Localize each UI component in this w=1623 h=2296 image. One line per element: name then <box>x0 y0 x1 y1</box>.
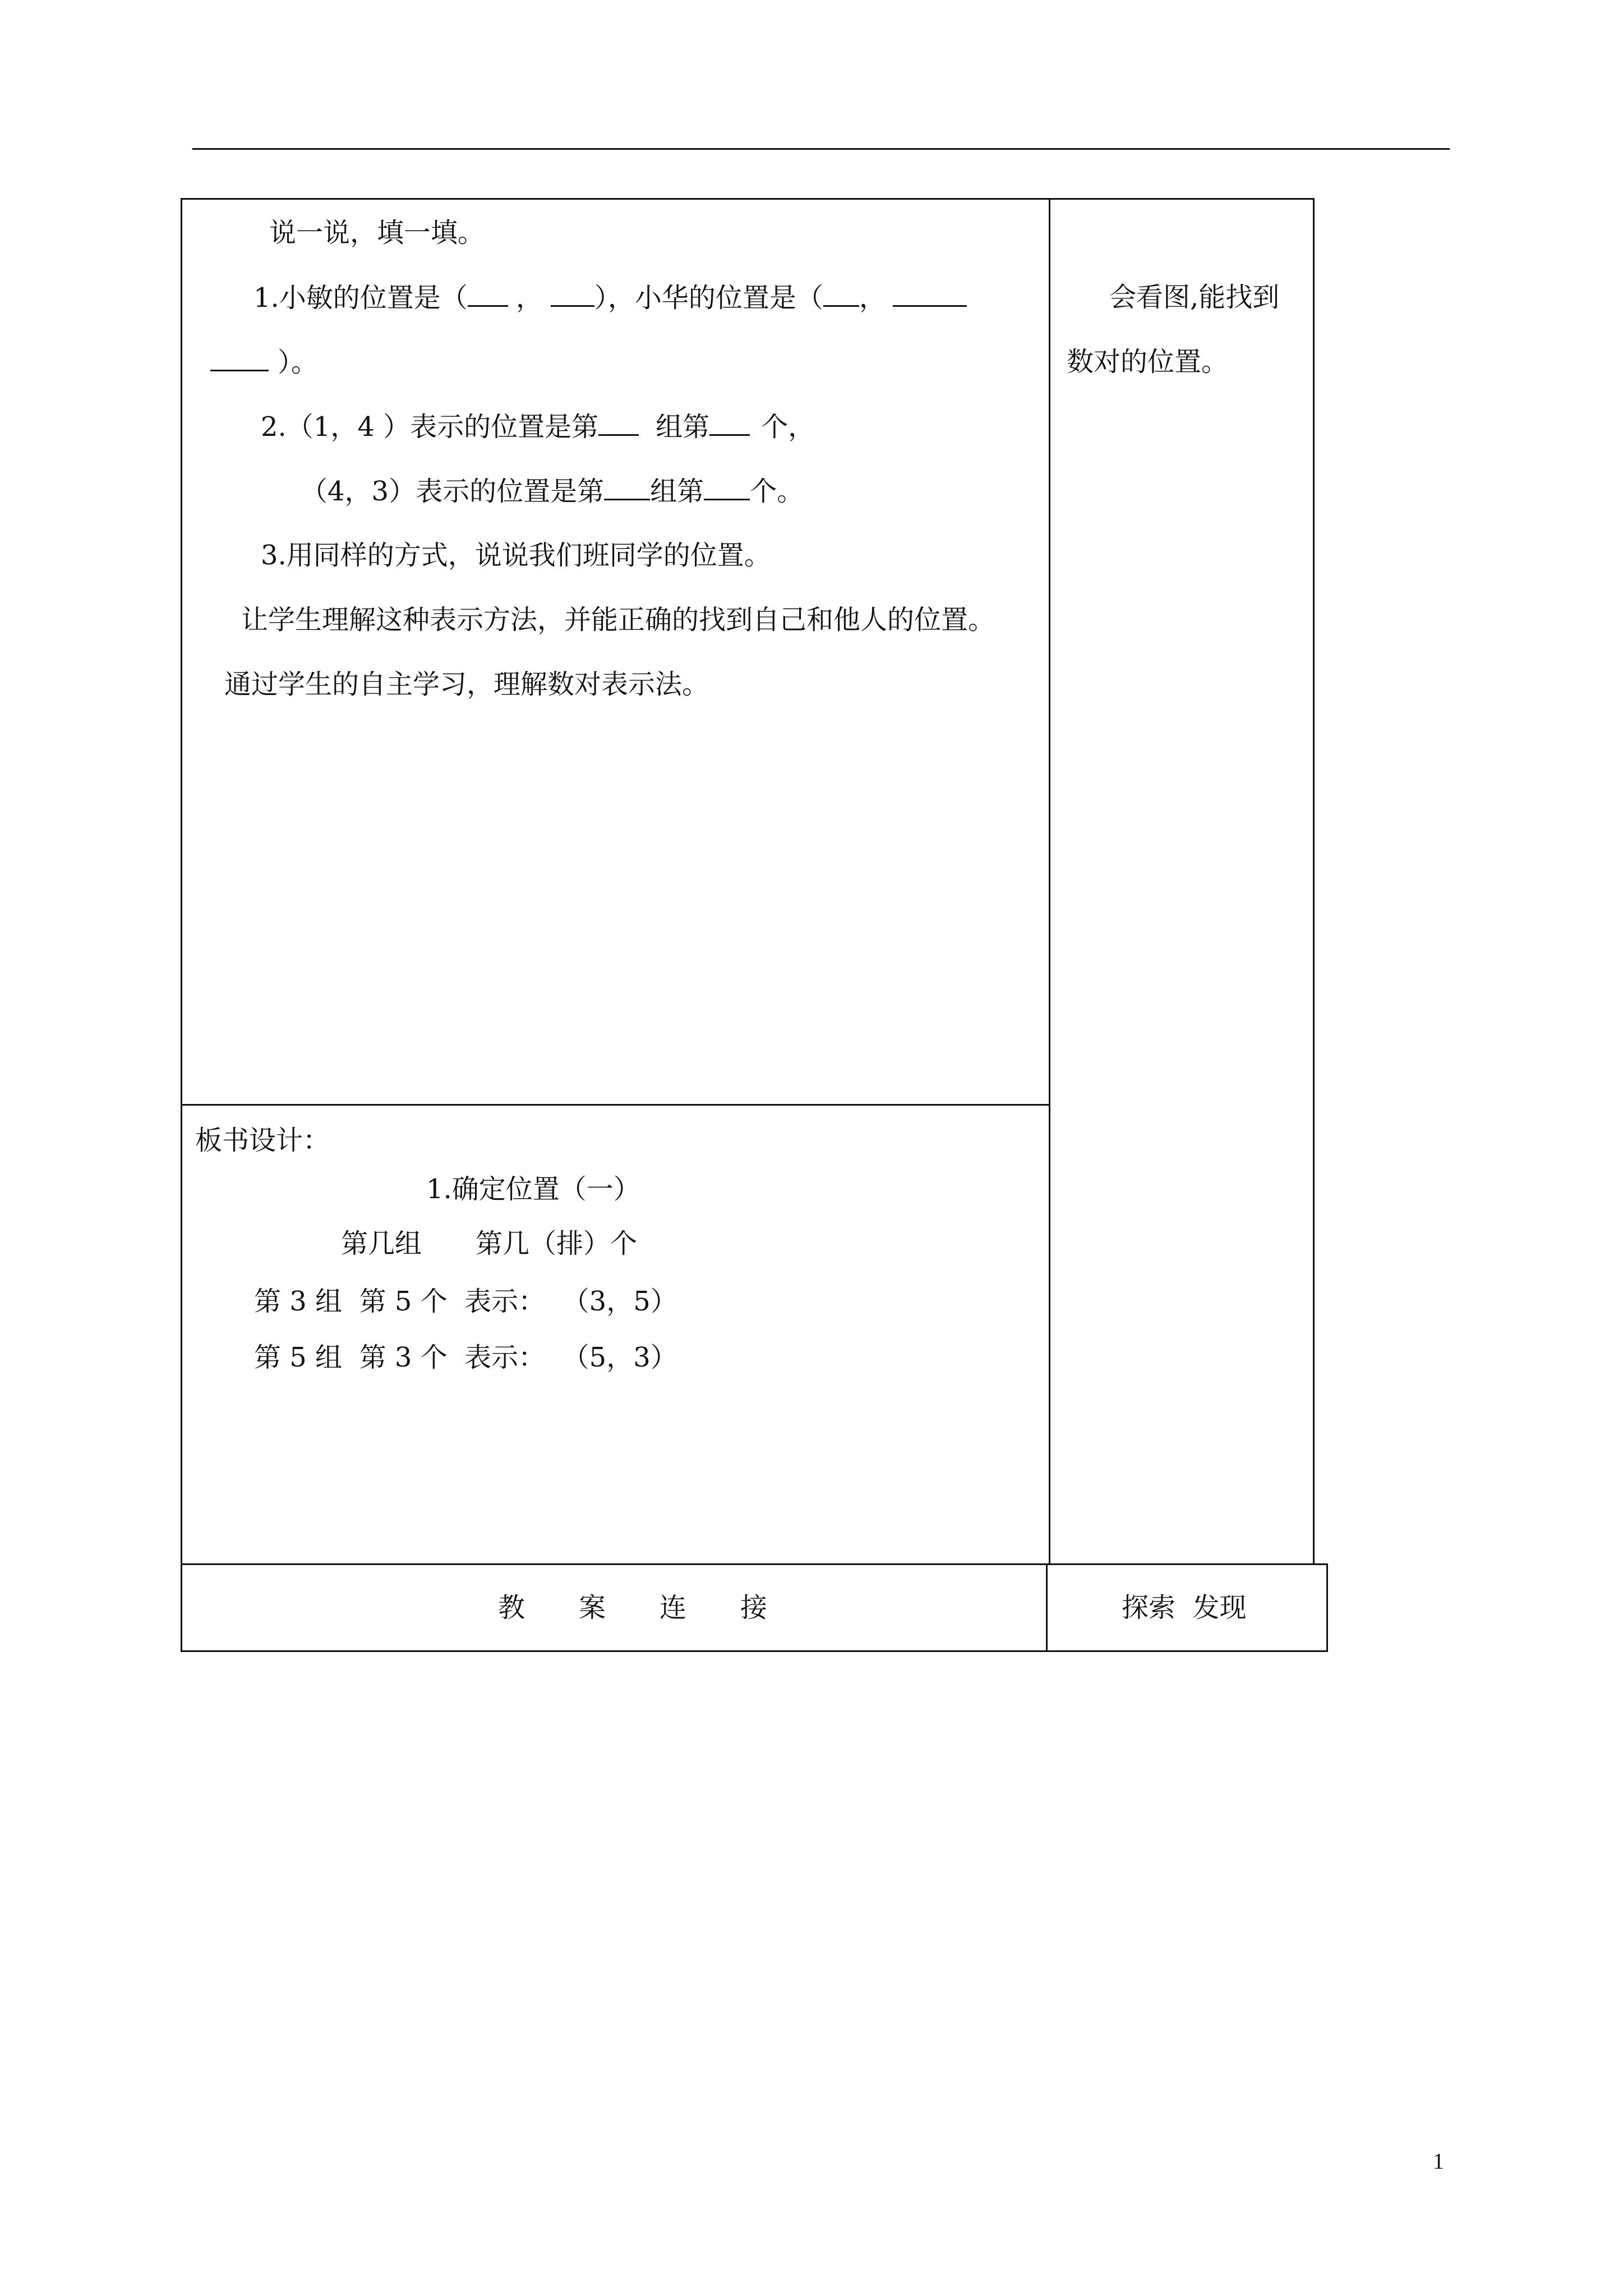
question-2-prefix: 2.（1，4 ）表示的位置是第 <box>261 411 599 443</box>
intro-text: 说一说，填一填。 <box>269 217 485 249</box>
question-1-comma: ， <box>515 282 543 314</box>
question-3: 3.用同样的方式，说说我们班同学的位置。 <box>261 540 771 571</box>
answer-blank[interactable] <box>551 280 594 307</box>
question-2b <box>301 474 804 508</box>
side-note-line-2: 数对的位置。 <box>1067 346 1229 378</box>
answer-blank[interactable] <box>704 474 750 500</box>
answer-blank[interactable] <box>823 280 859 307</box>
header-rule <box>192 148 1450 150</box>
footer-left-label: 教 案 连 接 <box>498 1592 768 1623</box>
board-header: 第几组 第几（排）个 <box>341 1228 638 1259</box>
table-left-border <box>181 198 182 1651</box>
question-1-continued <box>210 345 318 379</box>
teaching-note-2: 通过学生的自主学习，理解数对表示法。 <box>224 669 709 700</box>
question-1-prefix: 1.小敏的位置是（ <box>253 282 468 314</box>
teaching-note-1: 让学生理解这种表示方法，并能正确的找到自己和他人的位置。 <box>241 604 995 636</box>
question-1-middle: ），小华的位置是（ <box>594 282 823 314</box>
table-middle-divider <box>1049 198 1050 1565</box>
question-2b-prefix: （4，3）表示的位置是第 <box>301 476 605 507</box>
board-row-2: 第 5 组 第 3 个 表示： （5，3） <box>254 1342 677 1373</box>
answer-blank[interactable] <box>709 409 750 436</box>
question-2-middle: 组第 <box>656 411 710 443</box>
answer-blank[interactable] <box>468 280 508 307</box>
side-note-line-1: 会看图,能找到 <box>1109 282 1280 313</box>
table-top-border <box>181 198 1315 200</box>
answer-blank[interactable] <box>210 345 269 371</box>
question-1-end: ）。 <box>278 347 319 378</box>
board-row-1: 第 3 组 第 5 个 表示： （3，5） <box>254 1286 677 1317</box>
answer-blank[interactable] <box>893 280 967 307</box>
answer-blank[interactable] <box>604 474 650 500</box>
question-2b-end: 个。 <box>750 476 804 507</box>
footer-right-label: 探索 发现 <box>1122 1592 1247 1623</box>
board-section-divider <box>181 1104 1050 1106</box>
footer-divider <box>1046 1563 1048 1652</box>
question-1 <box>253 280 967 315</box>
board-label: 板书设计： <box>195 1125 330 1156</box>
board-title: 1.确定位置（一） <box>426 1174 640 1205</box>
page-number: 1 <box>1433 2148 1444 2174</box>
question-2b-middle: 组第 <box>650 476 704 507</box>
question-2-end: 个， <box>761 411 815 443</box>
question-2 <box>261 409 815 444</box>
table-right-border <box>1313 198 1315 1565</box>
answer-blank[interactable] <box>598 409 639 436</box>
question-1-comma-2: ， <box>859 282 886 314</box>
